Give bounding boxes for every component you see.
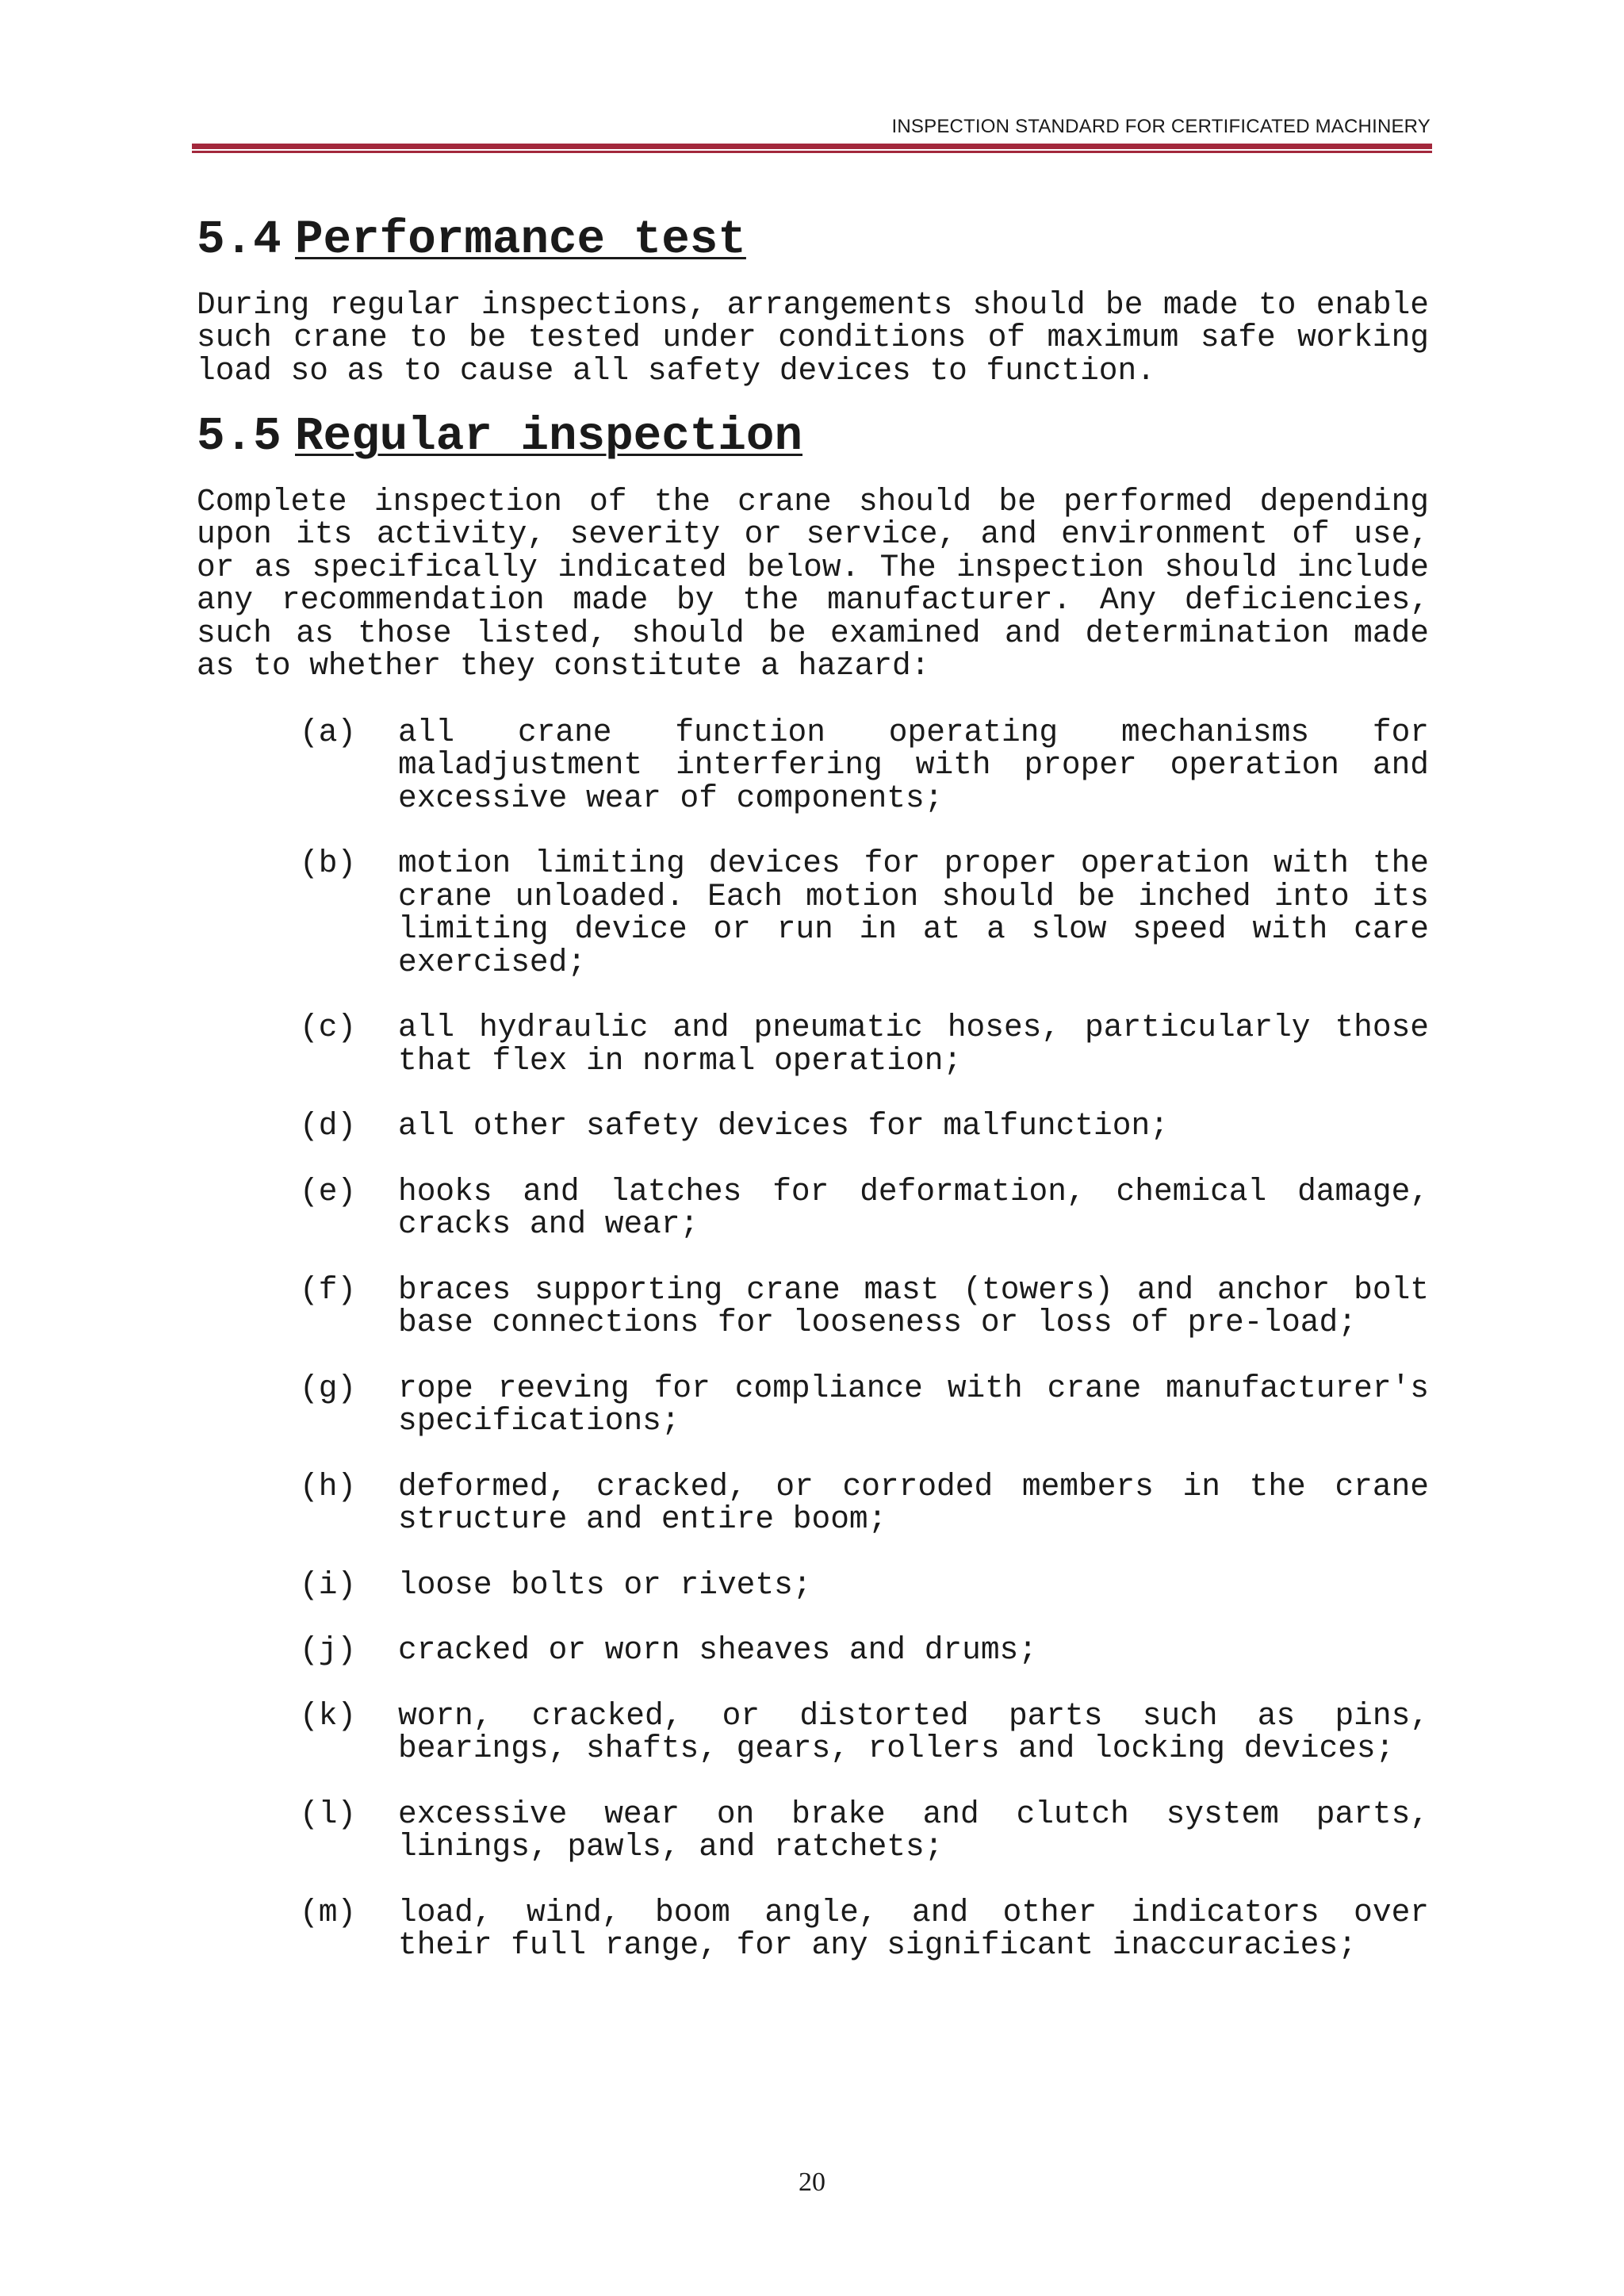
list-marker: (c): [300, 1010, 357, 1045]
list-item: [300, 1566, 1429, 1603]
list-marker: (l): [300, 1796, 357, 1832]
section-heading-5-5: [197, 410, 1429, 463]
list-item-text: all hydraulic and pneumatic hoses, particularly those that flex in normal operation;: [398, 1010, 1429, 1079]
list-item-text: motion limiting devices for proper operation with the crane unloaded. Each motion should be inched into its limiting device or run in at a slow speed with care exercised;: [398, 845, 1429, 980]
list-marker: (f): [300, 1271, 357, 1308]
list-item-text: excessive wear on brake and clutch system parts, linings, pawls, and ratchets;: [398, 1796, 1429, 1865]
section-heading-5-4: [197, 213, 1429, 266]
list-marker: (d): [300, 1108, 357, 1144]
page-number: 20: [799, 2168, 825, 2197]
list-item-text: load, wind, boom angle, and other indicators over their full range, for any significant inaccuracies;: [398, 1894, 1429, 1963]
list-item-text: rope reeving for compliance with crane manufacturer's specifications;: [398, 1370, 1429, 1439]
list-item: [300, 1896, 1429, 1962]
list-marker: (a): [300, 714, 357, 750]
list-item-text: deformed, cracked, or corroded members in the crane structure and entire boom;: [398, 1468, 1429, 1537]
header-rule: [192, 144, 1432, 155]
list-marker: (j): [300, 1632, 357, 1668]
list-item-text: cracked or worn sheaves and drums;: [398, 1632, 1037, 1668]
list-item-text: loose bolts or rivets;: [398, 1566, 812, 1603]
list-item: [300, 1011, 1429, 1077]
list-item: [300, 1372, 1429, 1438]
list-item: [300, 1175, 1429, 1241]
running-header: INSPECTION STANDARD FOR CERTIFICATED MACHINERY: [891, 116, 1431, 137]
list-marker: (m): [300, 1894, 357, 1930]
list-item: [300, 1634, 1429, 1667]
section-number: 5.5: [197, 410, 282, 463]
list-item: [300, 1697, 1429, 1766]
section-paragraph: During regular inspections, arrangements should be made to enable such crane to be tested under conditions of maximum safe working load so as to cause all safety devices to function.: [197, 286, 1429, 389]
section-title: Performance test: [295, 213, 746, 266]
header-rule-thick: [192, 144, 1432, 149]
list-item-text: all other safety devices for malfunction;: [398, 1108, 1169, 1144]
list-item-text: hooks and latches for deformation, chemical damage, cracks and wear;: [398, 1173, 1429, 1242]
header-rule-thin: [192, 151, 1432, 153]
list-item: [300, 1798, 1429, 1864]
section-title: Regular inspection: [295, 410, 803, 463]
list-marker: (b): [300, 845, 357, 881]
section-paragraph: Complete inspection of the crane should be performed depending upon its activity, severity or service, and environment of use, or as specifically indicated below. The inspection should include any recommendation made by the manufacturer. Any deficiencies, such as those listed, should be examined and determination made as to whether they constitute a hazard:: [197, 483, 1429, 684]
inspection-list: [197, 716, 1429, 1962]
section-number: 5.4: [197, 213, 282, 266]
list-marker: (g): [300, 1370, 357, 1406]
list-item-text: braces supporting crane mast (towers) and anchor bolt base connections for looseness or loss of pre-load;: [398, 1271, 1429, 1340]
list-marker: (i): [300, 1566, 357, 1603]
list-item: [300, 1110, 1429, 1143]
list-item: [300, 847, 1429, 979]
list-marker: (k): [300, 1697, 357, 1734]
page-content: [197, 213, 1429, 1963]
list-item: [300, 1271, 1429, 1340]
list-item: [300, 1470, 1429, 1536]
list-item: [300, 716, 1429, 815]
list-item-text: all crane function operating mechanisms for maladjustment interfering with proper operation and excessive wear of components;: [398, 714, 1429, 816]
list-marker: (h): [300, 1468, 357, 1504]
list-item-text: worn, cracked, or distorted parts such as pins, bearings, shafts, gears, rollers and locking devices;: [398, 1697, 1429, 1766]
list-marker: (e): [300, 1173, 357, 1209]
